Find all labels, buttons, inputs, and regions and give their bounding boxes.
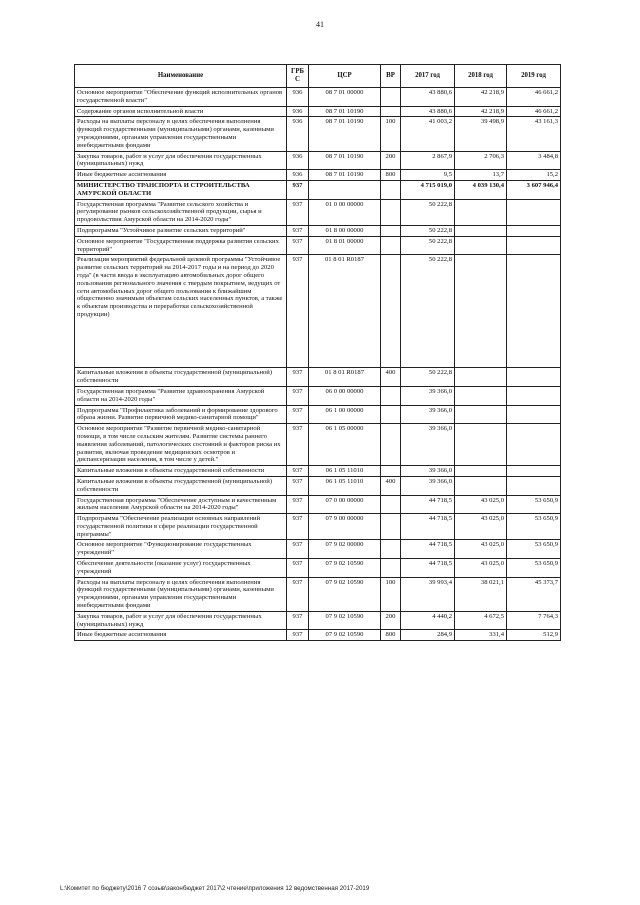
cell-vr: 800 [381, 630, 401, 641]
cell-y2018: 38 021,1 [455, 577, 507, 611]
cell-vr [381, 540, 401, 559]
cell-csr: 06 1 05 11010 [309, 466, 381, 477]
cell-y2018 [455, 405, 507, 424]
cell-vr [381, 559, 401, 578]
table-row [75, 106, 561, 117]
cell-vr: 400 [381, 368, 401, 387]
cell-csr: 01 0 00 00000 [309, 199, 381, 225]
cell-y2018 [455, 386, 507, 405]
cell-name: Подпрограмма "Профилактика заболеваний и формирование здорового образа жизни. Развитие первичной медико-санитарной помощи" [75, 405, 287, 424]
cell-vr [381, 199, 401, 225]
cell-csr: 07 9 02 10590 [309, 611, 381, 630]
cell-vr [381, 255, 401, 368]
cell-name: Основное мероприятие "Функционирование государственных учреждений" [75, 540, 287, 559]
table-row [75, 540, 561, 559]
cell-grbs: 937 [287, 368, 309, 387]
cell-y2018: 2 706,3 [455, 151, 507, 170]
cell-y2017: 44 718,5 [401, 540, 455, 559]
budget-table [74, 64, 561, 641]
cell-y2019: 7 764,3 [507, 611, 561, 630]
cell-grbs: 937 [287, 577, 309, 611]
cell-csr: 08 7 01 10190 [309, 151, 381, 170]
cell-name: Подпрограмма "Устойчивое развитие сельских территорий" [75, 225, 287, 236]
table-row [75, 199, 561, 225]
cell-y2019: 15,2 [507, 170, 561, 181]
cell-vr [381, 386, 401, 405]
cell-y2018 [455, 199, 507, 225]
cell-vr: 100 [381, 117, 401, 151]
cell-y2019: 53 650,9 [507, 540, 561, 559]
cell-name: Капитальные вложения в объекты государственной собственности [75, 466, 287, 477]
cell-y2019 [507, 424, 561, 466]
cell-name: Закупка товаров, работ и услуг для обеспечения государственных (муниципальных) нужд [75, 611, 287, 630]
cell-grbs: 937 [287, 559, 309, 578]
cell-y2017: 2 867,9 [401, 151, 455, 170]
cell-grbs: 937 [287, 199, 309, 225]
cell-vr: 400 [381, 476, 401, 495]
cell-y2019 [507, 225, 561, 236]
header-2019: 2019 год [507, 65, 561, 88]
cell-name: МИНИСТЕРСТВО ТРАНСПОРТА И СТРОИТЕЛЬСТВА АМУРСКОЙ ОБЛАСТИ [75, 180, 287, 199]
table-row [75, 514, 561, 540]
cell-y2018: 43 025,0 [455, 514, 507, 540]
cell-y2018: 43 025,0 [455, 559, 507, 578]
cell-y2017: 9,5 [401, 170, 455, 181]
cell-grbs: 937 [287, 611, 309, 630]
cell-name: Обеспечение деятельности (оказание услуг) государственных учреждений [75, 559, 287, 578]
cell-grbs: 936 [287, 151, 309, 170]
cell-y2018: 4 672,5 [455, 611, 507, 630]
cell-y2017: 44 718,5 [401, 495, 455, 514]
footer-file-path: L:\Комитет по бюджету\2016 7 созыв\законбюджет 2017\2 чтение\приложения 12 ведомственная 2017-2019 [60, 885, 370, 892]
cell-y2018 [455, 236, 507, 255]
table-row [75, 180, 561, 199]
cell-y2018 [455, 225, 507, 236]
cell-csr: 08 7 01 00000 [309, 88, 381, 107]
cell-y2017: 50 222,8 [401, 236, 455, 255]
table-row [75, 630, 561, 641]
cell-csr: 08 7 01 10190 [309, 117, 381, 151]
cell-csr: 06 0 00 00000 [309, 386, 381, 405]
cell-grbs: 937 [287, 386, 309, 405]
table-header-row [75, 65, 561, 88]
table-row [75, 117, 561, 151]
cell-grbs: 937 [287, 424, 309, 466]
table-row [75, 424, 561, 466]
cell-csr: 07 9 02 10590 [309, 559, 381, 578]
cell-y2019: 3 484,8 [507, 151, 561, 170]
page-number: 41 [316, 20, 324, 29]
cell-vr [381, 236, 401, 255]
cell-y2019: 46 661,2 [507, 88, 561, 107]
cell-csr: 07 0 00 00000 [309, 495, 381, 514]
cell-y2017: 284,9 [401, 630, 455, 641]
cell-y2018: 4 039 130,4 [455, 180, 507, 199]
table-row [75, 386, 561, 405]
table-row [75, 88, 561, 107]
cell-csr: 08 7 01 10190 [309, 106, 381, 117]
table-row [75, 255, 561, 368]
cell-name: Расходы на выплаты персоналу в целях обеспечения выполнения функций государственными (муниципальными) органами, казенными учреждениями, органами управления государственными внебюджетными фондами [75, 117, 287, 151]
cell-grbs: 937 [287, 225, 309, 236]
cell-csr: 08 7 01 10190 [309, 170, 381, 181]
cell-csr: 01 8 00 00000 [309, 225, 381, 236]
cell-name: Закупка товаров, работ и услуг для обеспечения государственных (муниципальных) нужд [75, 151, 287, 170]
cell-y2017: 50 222,8 [401, 225, 455, 236]
cell-grbs: 937 [287, 540, 309, 559]
cell-grbs: 937 [287, 476, 309, 495]
cell-y2019 [507, 386, 561, 405]
cell-y2017: 39 366,0 [401, 405, 455, 424]
cell-y2019: 43 161,3 [507, 117, 561, 151]
cell-y2017: 43 880,6 [401, 88, 455, 107]
cell-y2017: 39 366,0 [401, 466, 455, 477]
table-row [75, 151, 561, 170]
cell-name: Государственная программа "Развитие здравоохранения Амурской области на 2014-2020 годы" [75, 386, 287, 405]
cell-name: Основное мероприятие "Обеспечение функций исполнительных органов государственной власти" [75, 88, 287, 107]
cell-vr [381, 495, 401, 514]
cell-grbs: 937 [287, 630, 309, 641]
cell-grbs: 936 [287, 170, 309, 181]
table-row [75, 368, 561, 387]
cell-name: Реализация мероприятий федеральной целевой программы "Устойчивое развитие сельских территорий на 2014-2017 годы и на период до 2020 года" (в части ввода в эксплуатацию автомобильных дорог общего пользования регионального значения с твердым покрытием, ведущих от сети автомобильных дорог общего пользования к ближайшим общественно значимым объектам сельских населенных пунктов, а также к объектам производства и переработки сельскохозяйственной продукции) [75, 255, 287, 368]
table-row [75, 495, 561, 514]
cell-y2017: 4 715 019,0 [401, 180, 455, 199]
header-2018: 2018 год [455, 65, 507, 88]
cell-y2019 [507, 236, 561, 255]
cell-grbs: 936 [287, 106, 309, 117]
cell-grbs: 937 [287, 236, 309, 255]
cell-y2017: 50 222,8 [401, 368, 455, 387]
cell-y2017: 39 366,0 [401, 424, 455, 466]
cell-y2018: 13,7 [455, 170, 507, 181]
cell-y2019: 53 650,9 [507, 514, 561, 540]
cell-y2017: 39 993,4 [401, 577, 455, 611]
cell-name: Основное мероприятие "Развитие первичной медико-санитарной помощи, в том числе сельским жителям. Развитие системы раннего выявления заболеваний, патологических состояний и факторов риска их развития, включая проведение медицинских осмотров и диспансеризации населения, в том числе у детей." [75, 424, 287, 466]
table-row [75, 170, 561, 181]
cell-y2017: 4 440,2 [401, 611, 455, 630]
cell-y2018 [455, 424, 507, 466]
cell-y2019: 53 650,9 [507, 495, 561, 514]
cell-y2018: 39 498,9 [455, 117, 507, 151]
cell-vr: 100 [381, 577, 401, 611]
cell-name: Расходы на выплаты персоналу в целях обеспечения выполнения функций государственными (муниципальными) органами, казенными учреждениями, органами управления государственными внебюджетными фондами [75, 577, 287, 611]
cell-y2017: 50 222,8 [401, 255, 455, 368]
cell-y2019 [507, 405, 561, 424]
cell-name: Иные бюджетные ассигнования [75, 170, 287, 181]
cell-grbs: 937 [287, 255, 309, 368]
cell-y2019 [507, 199, 561, 225]
cell-name: Государственная программа "Развитие сельского хозяйства и регулирование рынков сельскохозяйственной продукции, сырья и продовольствия Амурской области на 2014-2020 годы" [75, 199, 287, 225]
cell-y2019: 45 373,7 [507, 577, 561, 611]
cell-vr [381, 405, 401, 424]
cell-vr [381, 88, 401, 107]
cell-y2019 [507, 476, 561, 495]
cell-y2017: 39 366,0 [401, 386, 455, 405]
cell-name: Капитальные вложения в объекты государственной (муниципальной) собственности [75, 368, 287, 387]
cell-y2018 [455, 466, 507, 477]
cell-y2018: 43 025,0 [455, 540, 507, 559]
cell-vr: 200 [381, 151, 401, 170]
cell-name: Подпрограмма "Обеспечение реализации основных направлений государственной политики в сфере реализации государственной программы" [75, 514, 287, 540]
cell-y2017: 39 366,0 [401, 476, 455, 495]
table-row [75, 611, 561, 630]
cell-y2019: 53 650,9 [507, 559, 561, 578]
cell-grbs: 937 [287, 514, 309, 540]
cell-name: Иные бюджетные ассигнования [75, 630, 287, 641]
cell-name: Государственная программа "Обеспечение доступным и качественным жильем населения Амурской области на 2014-2020 годы" [75, 495, 287, 514]
cell-csr: 07 9 02 00000 [309, 540, 381, 559]
cell-y2018: 42 218,9 [455, 88, 507, 107]
cell-y2018: 331,4 [455, 630, 507, 641]
cell-vr [381, 514, 401, 540]
table-row [75, 466, 561, 477]
cell-y2019: 3 607 946,4 [507, 180, 561, 199]
cell-y2017: 43 880,6 [401, 106, 455, 117]
cell-y2018 [455, 476, 507, 495]
cell-y2019: 512,9 [507, 630, 561, 641]
table-row [75, 577, 561, 611]
header-vr: ВР [381, 65, 401, 88]
cell-grbs: 936 [287, 117, 309, 151]
table-row [75, 476, 561, 495]
cell-y2018 [455, 255, 507, 368]
cell-y2019 [507, 466, 561, 477]
cell-y2019 [507, 368, 561, 387]
cell-csr: 07 9 02 10590 [309, 630, 381, 641]
cell-y2017: 44 718,5 [401, 514, 455, 540]
table-row [75, 559, 561, 578]
cell-y2018: 43 025,0 [455, 495, 507, 514]
cell-y2018 [455, 368, 507, 387]
cell-csr: 07 9 02 10590 [309, 577, 381, 611]
cell-y2018: 42 218,9 [455, 106, 507, 117]
cell-y2017: 50 222,8 [401, 199, 455, 225]
table-row [75, 236, 561, 255]
table-row [75, 225, 561, 236]
cell-name: Содержание органов исполнительной власти [75, 106, 287, 117]
cell-vr [381, 106, 401, 117]
table-row [75, 405, 561, 424]
cell-csr: 06 1 05 11010 [309, 476, 381, 495]
cell-name: Капитальные вложения в объекты государственной (муниципальной) собственности [75, 476, 287, 495]
cell-grbs: 937 [287, 495, 309, 514]
cell-grbs: 936 [287, 88, 309, 107]
cell-name: Основное мероприятие "Государственная поддержка развития сельских территорий" [75, 236, 287, 255]
cell-y2019 [507, 255, 561, 368]
cell-csr: 01 8 01 R0187 [309, 255, 381, 368]
cell-grbs: 937 [287, 405, 309, 424]
cell-vr: 200 [381, 611, 401, 630]
table-body [75, 88, 561, 641]
cell-csr: 06 1 00 00000 [309, 405, 381, 424]
cell-y2019: 46 661,2 [507, 106, 561, 117]
cell-csr [309, 180, 381, 199]
cell-csr: 01 8 01 00000 [309, 236, 381, 255]
cell-vr [381, 180, 401, 199]
cell-csr: 07 9 00 00000 [309, 514, 381, 540]
cell-vr [381, 424, 401, 466]
header-name: Наименование [75, 65, 287, 88]
header-csr: ЦСР [309, 65, 381, 88]
cell-y2017: 44 718,5 [401, 559, 455, 578]
header-2017: 2017 год [401, 65, 455, 88]
cell-vr [381, 466, 401, 477]
cell-csr: 01 8 01 R0187 [309, 368, 381, 387]
cell-csr: 06 1 05 00000 [309, 424, 381, 466]
cell-vr: 800 [381, 170, 401, 181]
cell-grbs: 937 [287, 466, 309, 477]
cell-vr [381, 225, 401, 236]
cell-grbs: 937 [287, 180, 309, 199]
cell-y2017: 41 003,2 [401, 117, 455, 151]
header-grbs: ГРБС [287, 65, 309, 88]
